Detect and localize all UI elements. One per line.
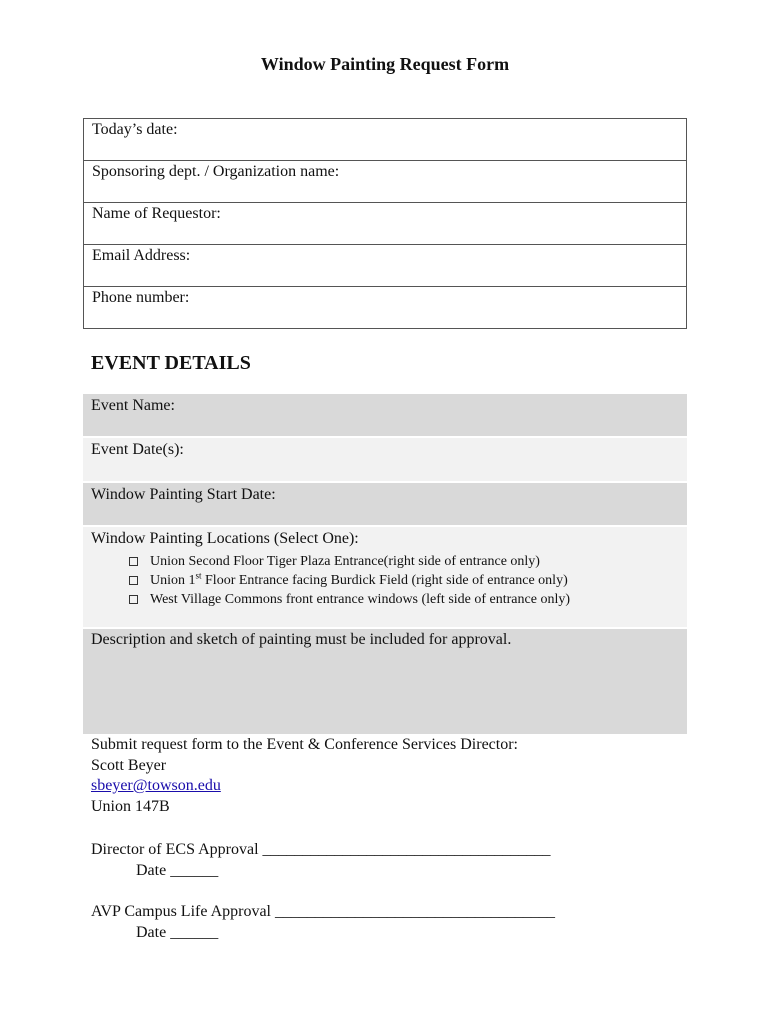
painting-start-date-field[interactable]: Window Painting Start Date: xyxy=(83,483,687,525)
director-email-link[interactable]: sbeyer@towson.edu xyxy=(91,777,221,794)
director-name: Scott Beyer xyxy=(91,756,167,774)
checkbox-icon[interactable] xyxy=(129,557,138,566)
email-address-field[interactable]: Email Address: xyxy=(84,245,686,287)
avp-approval-line[interactable]: AVP Campus Life Approval ___________________________________ xyxy=(91,903,555,920)
description-sketch-field[interactable]: Description and sketch of painting must be included for approval. xyxy=(83,629,687,734)
submit-instructions xyxy=(91,735,518,817)
checkbox-icon[interactable] xyxy=(129,595,138,604)
requestor-name-field[interactable]: Name of Requestor: xyxy=(84,203,686,245)
event-details-heading: EVENT DETAILS xyxy=(91,352,251,374)
painting-locations-section xyxy=(83,527,687,627)
event-name-field[interactable]: Event Name: xyxy=(83,394,687,436)
avp-approval-block xyxy=(91,901,555,943)
todays-date-field[interactable]: Today’s date: xyxy=(84,119,686,161)
location-option-label: Union Second Floor Tiger Plaza Entrance(right side of entrance only) xyxy=(150,554,540,569)
submit-instruction-line: Submit request form to the Event & Conference Services Director: xyxy=(91,736,518,753)
location-option-burdick-field[interactable] xyxy=(129,571,687,590)
checkbox-icon[interactable] xyxy=(129,576,138,585)
painting-locations-label: Window Painting Locations (Select One): xyxy=(91,530,359,547)
location-option-label: West Village Commons front entrance windows (left side of entrance only) xyxy=(150,592,570,607)
location-checklist xyxy=(91,552,687,609)
location-option-label: Union 1st Floor Entrance facing Burdick Field (right side of entrance only) xyxy=(150,570,568,588)
avp-approval-date[interactable]: Date ______ xyxy=(136,924,219,941)
phone-number-field[interactable]: Phone number: xyxy=(92,289,190,306)
director-approval-date[interactable]: Date ______ xyxy=(136,862,219,879)
location-option-west-village[interactable] xyxy=(129,590,687,609)
director-approval-line[interactable]: Director of ECS Approval ____________________________________ xyxy=(91,841,551,858)
event-dates-field[interactable]: Event Date(s): xyxy=(83,438,687,481)
requestor-info-table xyxy=(83,118,687,329)
form-title: Window Painting Request Form xyxy=(260,54,510,74)
director-approval-block xyxy=(91,839,551,881)
organization-name-field[interactable]: Sponsoring dept. / Organization name: xyxy=(84,161,686,203)
director-office: Union 147B xyxy=(91,797,170,815)
location-option-tiger-plaza[interactable] xyxy=(129,552,687,571)
